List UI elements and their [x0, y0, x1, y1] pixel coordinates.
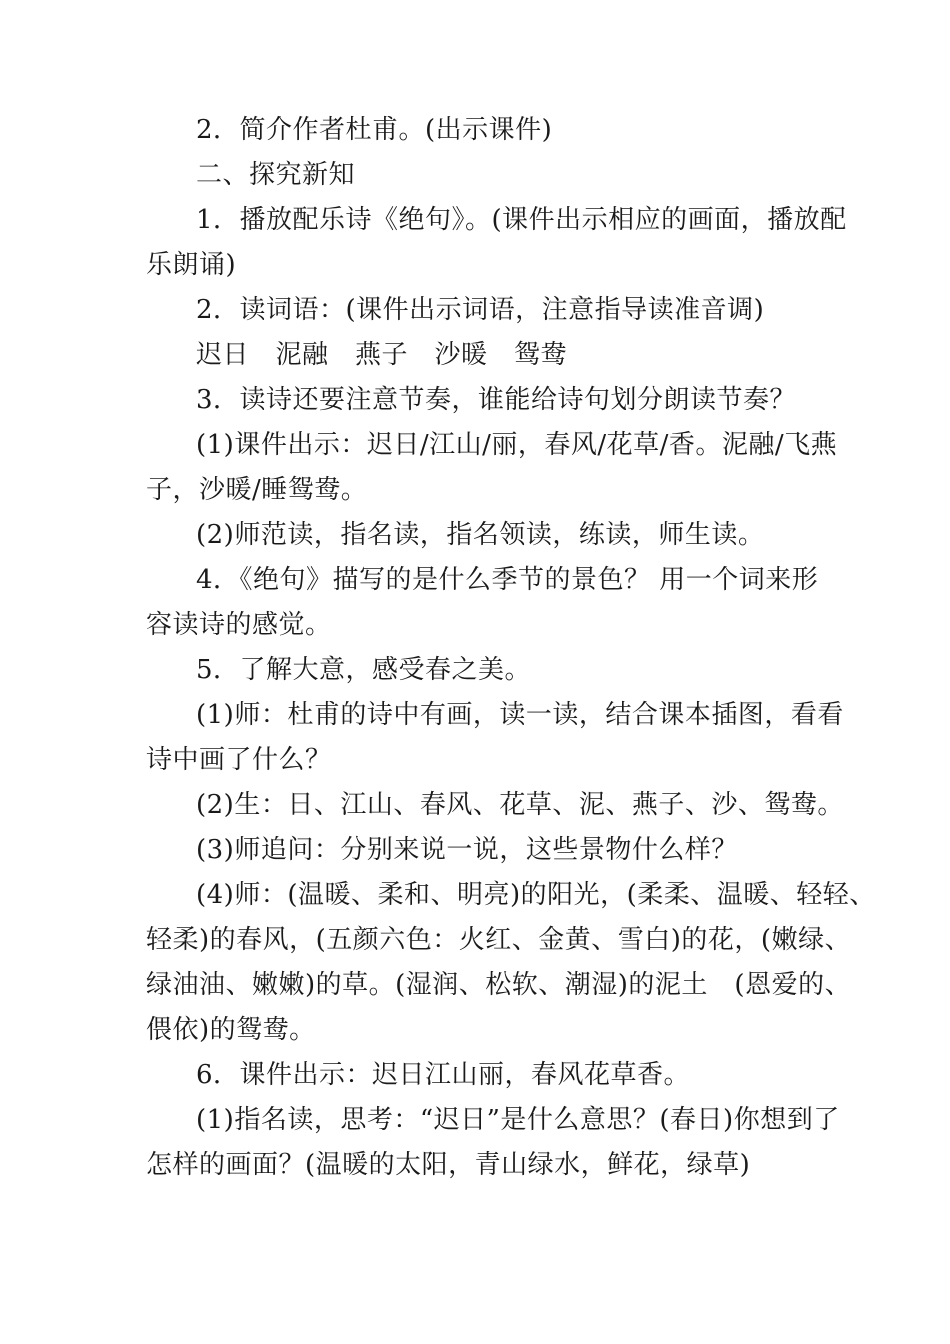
text-line: (1)师：杜甫的诗中有画，读一读，结合课本插图，看看 — [196, 700, 844, 730]
text-line: (3)师追问：分别来说一说，这些景物什么样？ — [196, 835, 738, 865]
text-line: 诗中画了什么？ — [146, 745, 332, 775]
text-line: 2．简介作者杜甫。(出示课件) — [196, 115, 553, 145]
text-line: (1)课件出示：迟日/江山/丽，春风/花草/香。泥融/飞燕 — [196, 430, 838, 460]
text-line: 容读诗的感觉。 — [146, 610, 332, 640]
text-line: 5．了解大意，感受春之美。 — [196, 655, 532, 685]
text-line: (4)师：(温暖、柔和、明亮)的阳光，(柔柔、温暖、轻轻、 — [196, 880, 876, 910]
text-line: (2)生：日、江山、春风、花草、泥、燕子、沙、鸳鸯。 — [196, 790, 844, 820]
text-line: 子，沙暖/睡鸳鸯。 — [146, 475, 368, 505]
text-line: 怎样的画面？(温暖的太阳，青山绿水，鲜花，绿草) — [146, 1150, 751, 1180]
section-heading: 二、探究新知 — [196, 160, 356, 190]
text-line: 3．读诗还要注意节奏，谁能给诗句划分朗读节奏？ — [196, 385, 797, 415]
text-line: (1)指名读，思考：“迟日”是什么意思？(春日)你想到了 — [196, 1105, 840, 1135]
vocabulary-line: 迟日 泥融 燕子 沙暖 鸳鸯 — [196, 340, 568, 370]
text-line: 4．《绝句》描写的是什么季节的景色？ 用一个词来形 — [196, 565, 819, 595]
text-line: 1．播放配乐诗《绝句》。(课件出示相应的画面，播放配 — [196, 205, 847, 235]
text-line: 轻柔)的春风，(五颜六色：火红、金黄、雪白)的花，(嫩绿、 — [146, 925, 852, 955]
text-line: 6．课件出示：迟日江山丽，春风花草香。 — [196, 1060, 691, 1090]
text-line: 乐朗诵) — [146, 250, 237, 280]
text-line: (2)师范读，指名读，指名领读，练读，师生读。 — [196, 520, 765, 550]
text-line: 绿油油、嫩嫩)的草。(湿润、松软、潮湿)的泥土 (恩爱的、 — [146, 970, 852, 1000]
text-line: 2．读词语：(课件出示词语，注意指导读准音调) — [196, 295, 765, 325]
text-line: 偎依)的鸳鸯。 — [146, 1015, 316, 1045]
